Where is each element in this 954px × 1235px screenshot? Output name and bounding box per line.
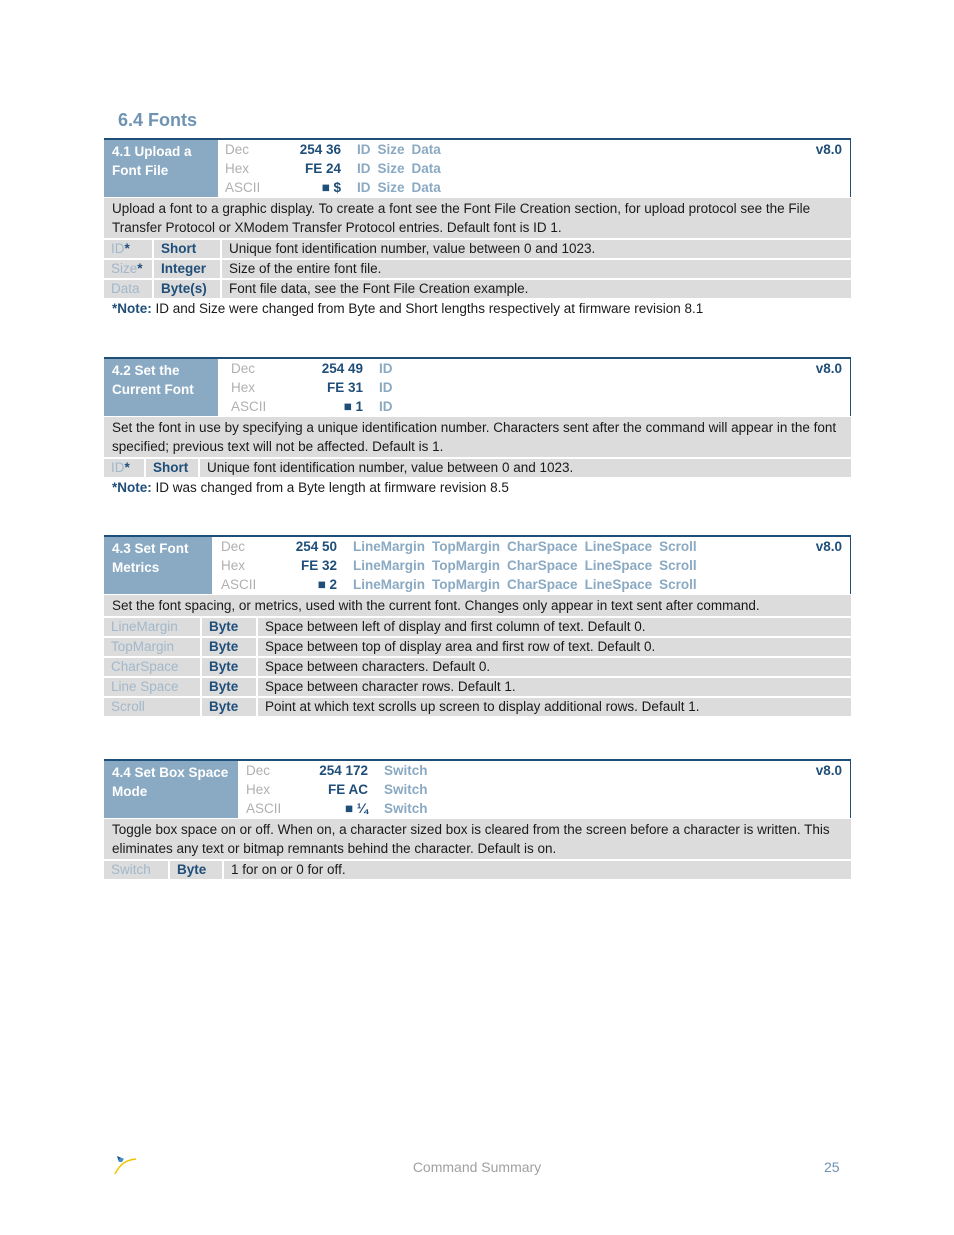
param-name: Data bbox=[111, 281, 140, 296]
param-top-margin: TopMargin bbox=[432, 558, 501, 573]
ascii-label: ASCII bbox=[246, 801, 282, 816]
param-type: Byte bbox=[169, 860, 223, 879]
parameter-table bbox=[104, 238, 851, 298]
table-row bbox=[104, 697, 851, 716]
param-description: Unique font identification number, value between 0 and 1023. bbox=[199, 458, 851, 477]
param-description: Font file data, see the Font File Creation example. bbox=[221, 279, 851, 298]
param-char-space: CharSpace bbox=[507, 539, 578, 554]
param-description: Size of the entire font file. bbox=[221, 259, 851, 279]
command-set-box-space-mode bbox=[104, 759, 851, 879]
dec-value: 254 36 bbox=[299, 142, 341, 157]
hex-value: FE 31 bbox=[326, 380, 363, 395]
ascii-value: ■ $ bbox=[321, 180, 341, 195]
table-row bbox=[104, 860, 851, 879]
command-set-current-font bbox=[104, 357, 851, 499]
param-type: Integer bbox=[153, 259, 221, 279]
param-line-space: LineSpace bbox=[584, 539, 653, 554]
param-description: Space between characters. Default 0. bbox=[257, 657, 851, 677]
command-note bbox=[104, 298, 851, 320]
param-id: ID bbox=[357, 180, 371, 195]
param-scroll: Scroll bbox=[659, 539, 697, 554]
command-description: Upload a font to a graphic display. To create a font see the Font File Creation section, for upload protocol see the File Transfer Protocol or XModem Transfer Protocol entries. Default font is ID 1. bbox=[104, 197, 851, 238]
param-id: ID bbox=[379, 399, 393, 414]
version-label: v8.0 bbox=[815, 142, 842, 157]
table-row bbox=[104, 239, 851, 259]
parameter-table bbox=[104, 859, 851, 879]
required-star: * bbox=[124, 241, 130, 256]
command-note bbox=[104, 477, 851, 499]
hex-label: Hex bbox=[225, 161, 250, 176]
version-label: v8.0 bbox=[815, 539, 842, 554]
param-line-margin: LineMargin bbox=[353, 558, 426, 573]
param-type: Short bbox=[153, 239, 221, 259]
command-description: Toggle box space on or off. When on, a character sized box is cleared from the screen before a character is written. This eliminates any text or bitmap remnants behind the character. Default is on. bbox=[104, 818, 851, 859]
param-type: Byte bbox=[201, 677, 257, 697]
hex-value: FE AC bbox=[328, 782, 368, 797]
param-name: Scroll bbox=[111, 699, 145, 714]
command-name-line2: Current Font bbox=[112, 382, 194, 397]
table-row bbox=[104, 279, 851, 298]
hex-label: Hex bbox=[221, 558, 246, 573]
param-name: TopMargin bbox=[111, 639, 175, 654]
ascii-value: ■ ¼ bbox=[344, 801, 368, 816]
param-line-margin: LineMargin bbox=[353, 539, 426, 554]
param-line-space: LineSpace bbox=[584, 577, 653, 592]
command-name-line2: Mode bbox=[112, 784, 148, 799]
hex-label: Hex bbox=[246, 782, 271, 797]
param-description: Space between top of display area and first row of text. Default 0. bbox=[257, 637, 851, 657]
parameter-table bbox=[104, 457, 851, 477]
note-label: *Note: bbox=[112, 301, 152, 316]
command-name bbox=[104, 537, 212, 594]
parameter-table bbox=[104, 616, 851, 716]
param-switch: Switch bbox=[384, 801, 428, 816]
param-description: Unique font identification number, value between 0 and 1023. bbox=[221, 239, 851, 259]
command-name-line1: 4.3 Set Font bbox=[112, 541, 189, 556]
command-name-line1: 4.4 Set Box Space bbox=[112, 765, 229, 780]
param-type: Byte bbox=[201, 617, 257, 637]
param-size: Size bbox=[377, 161, 405, 176]
param-size: Size bbox=[377, 180, 405, 195]
param-type: Byte bbox=[201, 637, 257, 657]
param-scroll: Scroll bbox=[659, 558, 697, 573]
param-type: Byte(s) bbox=[153, 279, 221, 298]
param-description: Space between left of display and first column of text. Default 0. bbox=[257, 617, 851, 637]
param-data: Data bbox=[411, 142, 441, 157]
param-size: Size bbox=[377, 142, 405, 157]
page-number: 25 bbox=[824, 1159, 840, 1175]
command-name bbox=[104, 761, 238, 818]
table-row bbox=[104, 617, 851, 637]
dec-label: Dec bbox=[221, 539, 246, 554]
param-id: ID bbox=[357, 142, 371, 157]
param-line-space: LineSpace bbox=[584, 558, 653, 573]
param-name: CharSpace bbox=[111, 659, 179, 674]
param-description: Space between character rows. Default 1. bbox=[257, 677, 851, 697]
hex-value: FE 32 bbox=[300, 558, 337, 573]
param-name: Size bbox=[111, 261, 138, 276]
param-data: Data bbox=[411, 161, 441, 176]
dec-value: 254 49 bbox=[321, 361, 363, 376]
section-title: 6.4 Fonts bbox=[118, 110, 198, 130]
command-description: Set the font in use by specifying a unique identification number. Characters sent after the command will appear in the font specified; previous text will not be affected. Default is 1. bbox=[104, 416, 851, 457]
param-name: ID bbox=[111, 241, 125, 256]
command-codes bbox=[218, 359, 850, 416]
command-name-line1: 4.1 Upload a bbox=[112, 144, 192, 159]
ascii-label: ASCII bbox=[221, 577, 257, 592]
dec-value: 254 50 bbox=[295, 539, 337, 554]
command-codes bbox=[212, 537, 850, 594]
param-line-margin: LineMargin bbox=[353, 577, 426, 592]
param-name: LineMargin bbox=[111, 619, 178, 634]
version-label: v8.0 bbox=[815, 361, 842, 376]
footer-title: Command Summary bbox=[412, 1159, 542, 1175]
command-name bbox=[104, 140, 218, 197]
command-name-line2: Metrics bbox=[112, 560, 160, 575]
version-label: v8.0 bbox=[815, 763, 842, 778]
required-star: * bbox=[124, 460, 130, 475]
command-set-font-metrics bbox=[104, 535, 851, 716]
dec-label: Dec bbox=[231, 361, 256, 376]
param-scroll: Scroll bbox=[659, 577, 697, 592]
param-top-margin: TopMargin bbox=[432, 577, 501, 592]
param-char-space: CharSpace bbox=[507, 558, 578, 573]
ascii-label: ASCII bbox=[225, 180, 261, 195]
command-upload-font-file bbox=[104, 138, 851, 320]
param-description: Point at which text scrolls up screen to display additional rows. Default 1. bbox=[257, 697, 851, 716]
ascii-value: ■ 2 bbox=[317, 577, 337, 592]
ascii-label: ASCII bbox=[231, 399, 267, 414]
table-row bbox=[104, 677, 851, 697]
note-label: *Note: bbox=[112, 480, 152, 495]
command-name bbox=[104, 359, 218, 416]
table-row bbox=[104, 657, 851, 677]
param-id: ID bbox=[357, 161, 371, 176]
dec-label: Dec bbox=[225, 142, 250, 157]
command-name-line2: Font File bbox=[112, 163, 169, 178]
param-name: Line Space bbox=[111, 679, 179, 694]
param-switch: Switch bbox=[384, 763, 428, 778]
param-name: ID bbox=[111, 460, 125, 475]
command-name-line1: 4.2 Set the bbox=[112, 363, 180, 378]
command-codes bbox=[238, 761, 850, 818]
param-description: 1 for on or 0 for off. bbox=[223, 860, 851, 879]
command-codes bbox=[218, 140, 850, 197]
required-star: * bbox=[137, 261, 143, 276]
note-text: ID and Size were changed from Byte and Short lengths respectively at firmware revision 8.1 bbox=[151, 301, 704, 316]
param-name: Switch bbox=[111, 862, 151, 877]
param-type: Short bbox=[145, 458, 199, 477]
command-description: Set the font spacing, or metrics, used with the current font. Changes only appear in text sent after command. bbox=[104, 594, 851, 616]
table-row bbox=[104, 637, 851, 657]
param-switch: Switch bbox=[384, 782, 428, 797]
param-id: ID bbox=[379, 361, 393, 376]
table-row bbox=[104, 458, 851, 477]
table-row bbox=[104, 259, 851, 279]
param-data: Data bbox=[411, 180, 441, 195]
param-type: Byte bbox=[201, 657, 257, 677]
note-text: ID was changed from a Byte length at firmware revision 8.5 bbox=[151, 480, 509, 495]
param-top-margin: TopMargin bbox=[432, 539, 501, 554]
param-char-space: CharSpace bbox=[507, 577, 578, 592]
hex-value: FE 24 bbox=[304, 161, 341, 176]
hex-label: Hex bbox=[231, 380, 256, 395]
dec-value: 254 172 bbox=[319, 763, 368, 778]
param-id: ID bbox=[379, 380, 393, 395]
dec-label: Dec bbox=[246, 763, 271, 778]
param-type: Byte bbox=[201, 697, 257, 716]
ascii-value: ■ 1 bbox=[343, 399, 363, 414]
